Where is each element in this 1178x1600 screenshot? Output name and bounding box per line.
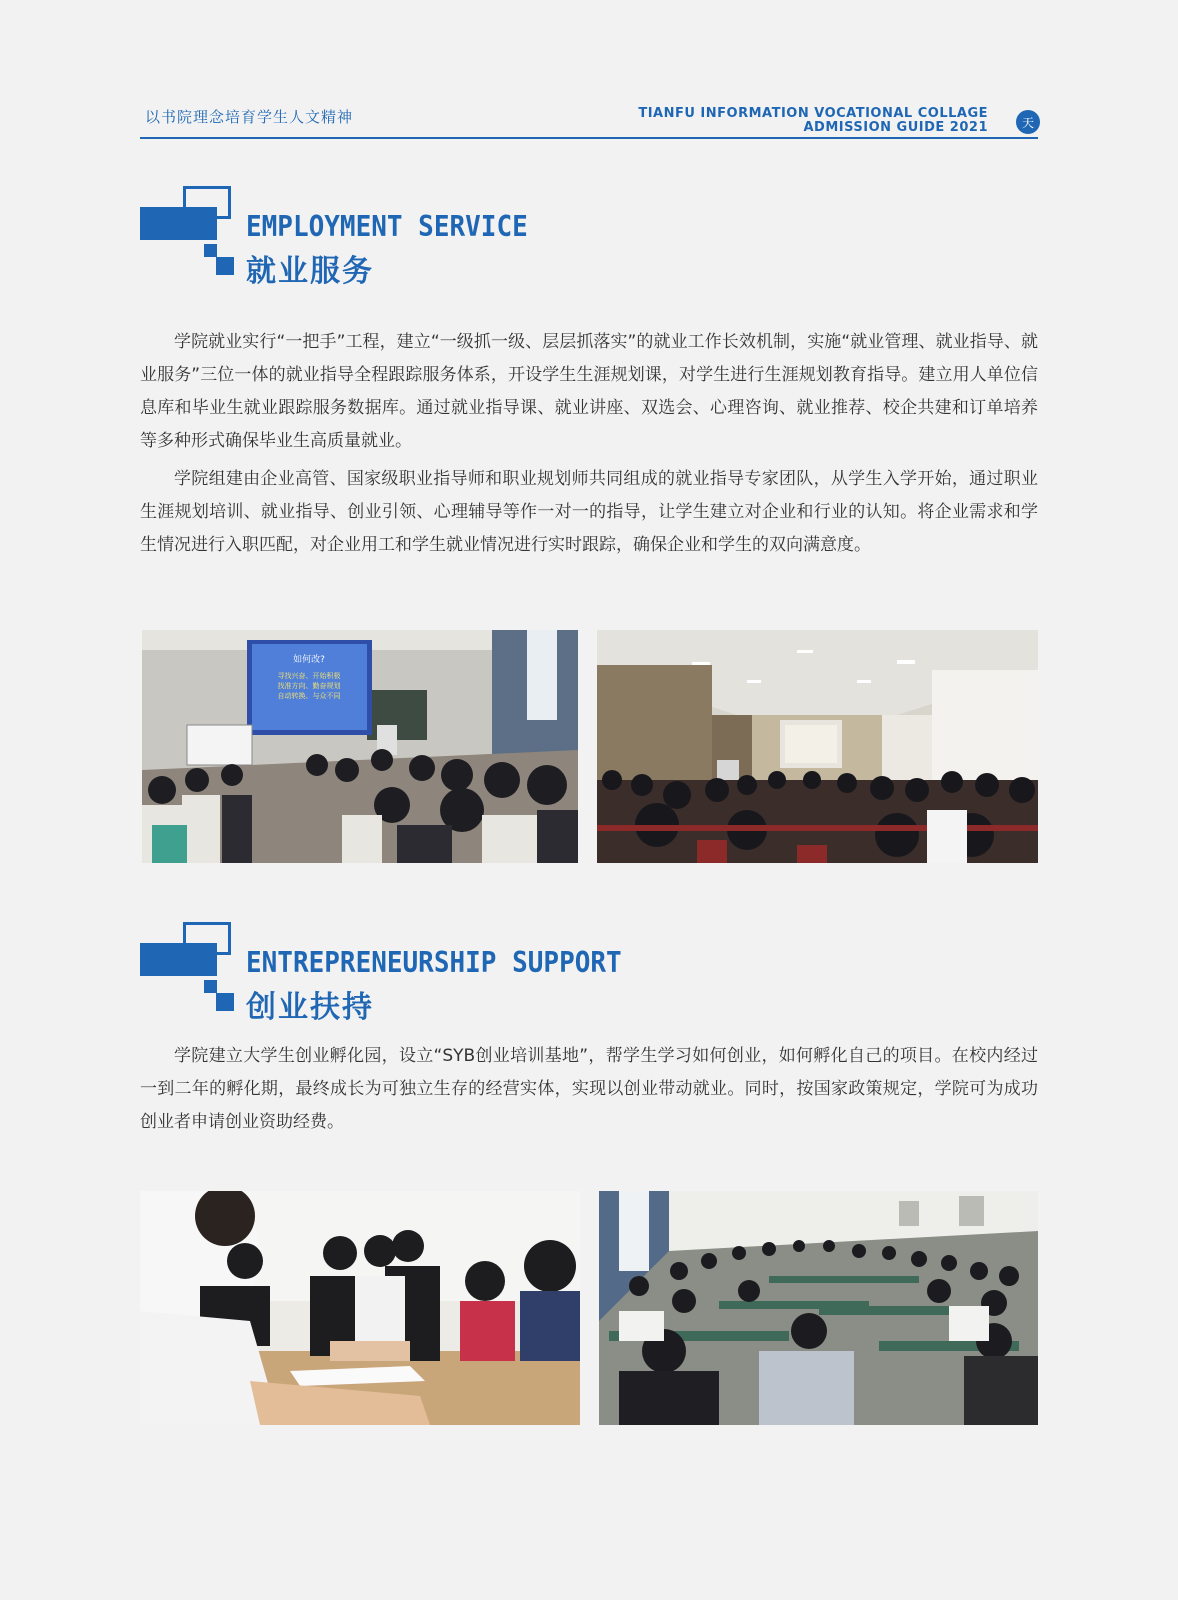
entrepreneurship-title-cn: 创业扶持 (246, 990, 374, 1025)
slide-title: 如何改? (293, 655, 325, 665)
slide-line-3: 自动转换、与众不同 (277, 692, 341, 700)
header-college-line2: ADMISSION GUIDE 2021 (803, 120, 988, 135)
employment-title-en: EMPLOYMENT SERVICE (246, 210, 528, 244)
college-logo-icon: 天 (1016, 110, 1040, 134)
entrepreneurship-section-logo-icon (140, 922, 240, 1017)
header-college-line1: TIANFU INFORMATION VOCATIONAL COLLAGE (638, 106, 988, 121)
auditorium-seminar-photo (597, 630, 1038, 863)
header-tagline: 以书院理念培育学生人文精神 (145, 108, 354, 126)
header-divider (140, 137, 1038, 139)
employment-paragraph-2: 学院组建由企业高管、国家级职业指导师和职业规划师共同组成的就业指导专家团队，从学生入学开始，通过职业生涯规划培训、就业指导、创业引领、心理辅导等作一对一的指导，让学生建立对企业和行业的认知。将企业需求和学生情况进行入职匹配，对企业用工和学生就业情况进行实时跟踪，确保企业和学生的双向满意度。 (140, 469, 1038, 555)
employment-paragraph-1: 学院就业实行“一把手”工程，建立“一级抓一级、层层抓落实”的就业工作长效机制，实施“就业管理、就业指导、就业服务”三位一体的就业指导全程跟踪服务体系，开设学生生涯规划课，对学生进行生涯规划教育指导。建立用人单位信息库和毕业生就业跟踪服务数据库。通过就业指导课、就业讲座、双选会、心理咨询、就业推荐、校企共建和订单培养等多种形式确保毕业生高质量就业。 (140, 332, 1038, 451)
employment-title-cn: 就业服务 (246, 254, 374, 289)
group-discussion-photo (140, 1191, 580, 1425)
entrepreneurship-title-en: ENTREPRENEURSHIP SUPPORT (246, 946, 622, 980)
classroom-training-photo (599, 1191, 1038, 1425)
classroom-lecture-photo (142, 630, 578, 863)
slide-line-2: 找准方向、勤奋规划 (277, 682, 341, 690)
header-college-name (638, 107, 988, 135)
slide-line-1: 寻找兴奋、开始积极 (277, 672, 341, 680)
entrepreneurship-paragraph-1: 学院建立大学生创业孵化园，设立“SYB创业培训基地”，帮学生学习如何创业，如何孵化自己的项目。在校内经过一到二年的孵化期，最终成长为可独立生存的经营实体，实现以创业带动就业。同时，按国家政策规定，学院可为成功创业者申请创业资助经费。 (140, 1046, 1038, 1132)
employment-section-logo-icon (140, 186, 240, 281)
